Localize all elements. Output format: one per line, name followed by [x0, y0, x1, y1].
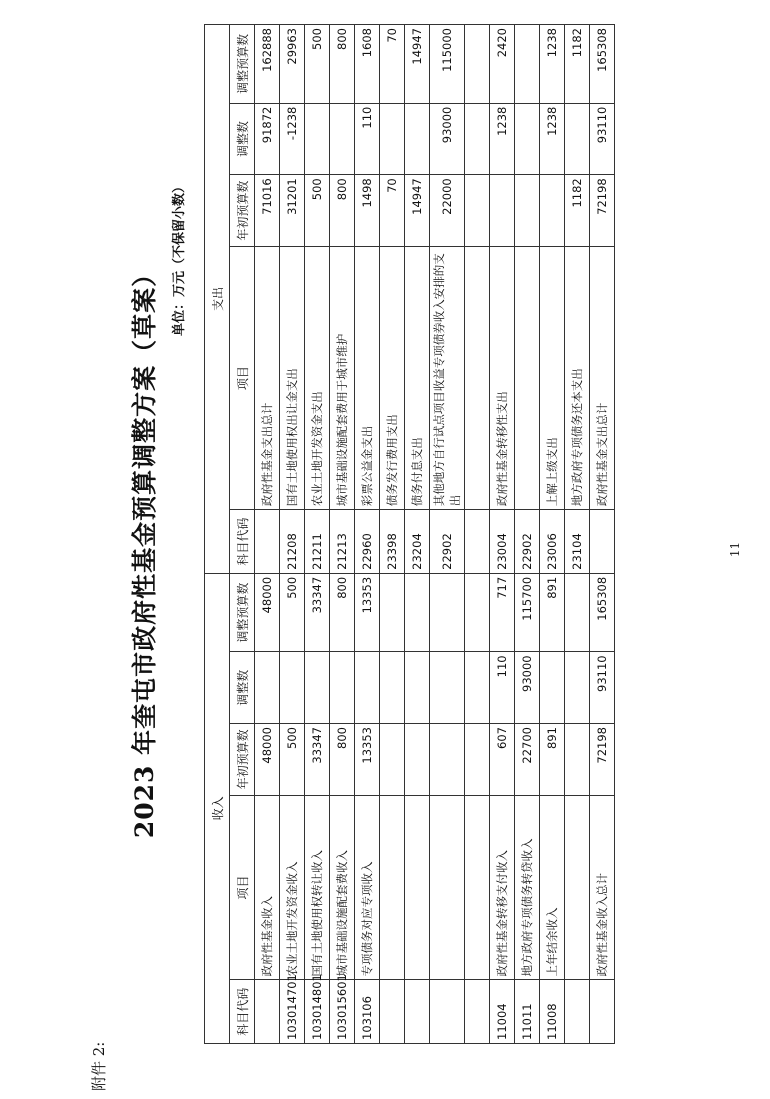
expense-adjust-cell	[465, 103, 490, 175]
income-adjusted-cell: 115700	[515, 573, 540, 652]
income-adjust-header: 调整数	[230, 652, 255, 724]
income-adjust-cell	[430, 652, 465, 724]
budget-table	[204, 24, 615, 1044]
expense-adjusted-cell: 70	[380, 25, 405, 104]
income-adjust-cell	[380, 652, 405, 724]
expense-code-cell: 22902	[430, 510, 465, 574]
expense-adjust-cell	[305, 103, 330, 175]
expense-code-cell	[465, 510, 490, 574]
income-adjusted-cell	[380, 573, 405, 652]
income-adjusted-cell	[405, 573, 430, 652]
expense-adjust-cell: 1238	[540, 103, 565, 175]
income-adjust-cell	[330, 652, 355, 724]
income-item-cell	[380, 795, 405, 980]
expense-code-cell: 23006	[540, 510, 565, 574]
income-initial-header: 年初预算数	[230, 724, 255, 796]
expense-code-cell: 23204	[405, 510, 430, 574]
income-code-cell: 11004	[490, 980, 515, 1044]
expense-code-cell: 21211	[305, 510, 330, 574]
expense-adjusted-cell: 1238	[540, 25, 565, 104]
attachment-label: 附件 2:	[90, 1041, 108, 1091]
table-row	[255, 25, 280, 1044]
income-item-cell: 国有土地使用权转让收入	[305, 795, 330, 980]
income-code-cell	[465, 980, 490, 1044]
income-initial-cell: 891	[540, 724, 565, 796]
table-row	[280, 25, 305, 1044]
income-initial-cell	[465, 724, 490, 796]
table-row	[515, 25, 540, 1044]
expense-adjust-cell: 110	[355, 103, 380, 175]
income-item-cell: 地方政府专项债务转贷收入	[515, 795, 540, 980]
expense-total-label: 政府性基金支出总计	[590, 246, 615, 509]
expense-item-cell: 城市基础设施配套费用于城市维护	[330, 246, 355, 509]
expense-code-header: 科目代码	[230, 510, 255, 574]
income-item-cell: 农业土地开发资金收入	[280, 795, 305, 980]
income-code-cell	[430, 980, 465, 1044]
expense-adjusted-cell: 115000	[430, 25, 465, 104]
income-adjusted-cell: 717	[490, 573, 515, 652]
expense-adjusted-header: 调整预算数	[230, 25, 255, 104]
expense-code-cell: 23004	[490, 510, 515, 574]
page-number: 11	[728, 541, 742, 558]
income-adjust-cell	[255, 652, 280, 724]
income-adjust-cell	[540, 652, 565, 724]
income-adjust-cell	[465, 652, 490, 724]
income-initial-cell: 500	[280, 724, 305, 796]
expense-total-adjust: 93110	[590, 103, 615, 175]
income-code-cell	[255, 980, 280, 1044]
income-section-header: 收入	[205, 573, 230, 1043]
income-initial-cell	[380, 724, 405, 796]
expense-adjusted-cell: 1608	[355, 25, 380, 104]
income-item-cell: 政府性基金转移支付收入	[490, 795, 515, 980]
income-code-cell: 103015601	[330, 980, 355, 1044]
expense-code-cell: 21208	[280, 510, 305, 574]
income-item-cell: 专项债务对应专项收入	[355, 795, 380, 980]
income-initial-cell	[565, 724, 590, 796]
expense-item-cell: 农业土地开发资金支出	[305, 246, 330, 509]
expense-code-cell: 22902	[515, 510, 540, 574]
expense-adjusted-cell	[465, 25, 490, 104]
income-adjusted-cell: 800	[330, 573, 355, 652]
income-code-cell	[565, 980, 590, 1044]
expense-adjusted-cell: 29963	[280, 25, 305, 104]
income-code-cell	[405, 980, 430, 1044]
table-row	[355, 25, 380, 1044]
expense-item-cell: 国有土地使用权出让金支出	[280, 246, 305, 509]
expense-item-cell: 债务付息支出	[405, 246, 430, 509]
expense-adjust-cell	[380, 103, 405, 175]
expense-initial-cell	[540, 175, 565, 247]
expense-total-initial: 72198	[590, 175, 615, 247]
table-row	[330, 25, 355, 1044]
expense-adjust-cell	[330, 103, 355, 175]
table-row	[305, 25, 330, 1044]
expense-initial-cell: 31201	[280, 175, 305, 247]
income-code-cell	[380, 980, 405, 1044]
expense-item-cell: 政府性基金转移性支出	[490, 246, 515, 509]
income-total-label: 政府性基金收入总计	[590, 795, 615, 980]
expense-code-cell: 21213	[330, 510, 355, 574]
expense-adjusted-cell	[515, 25, 540, 104]
income-item-cell: 上年结余收入	[540, 795, 565, 980]
expense-initial-cell: 14947	[405, 175, 430, 247]
expense-initial-cell: 800	[330, 175, 355, 247]
expense-adjust-cell: 93000	[430, 103, 465, 175]
income-adjust-cell: 93000	[515, 652, 540, 724]
table-row	[430, 25, 465, 1044]
income-initial-cell: 800	[330, 724, 355, 796]
table-row	[380, 25, 405, 1044]
income-item-cell	[430, 795, 465, 980]
income-initial-cell	[430, 724, 465, 796]
table-row	[565, 25, 590, 1044]
table-row	[540, 25, 565, 1044]
income-total-code	[590, 980, 615, 1044]
income-adjusted-cell	[430, 573, 465, 652]
income-adjusted-cell	[465, 573, 490, 652]
expense-item-cell: 其他地方自行试点项目收益专项债券收入安排的支出	[430, 246, 465, 509]
income-adjusted-cell	[565, 573, 590, 652]
expense-code-cell: 23398	[380, 510, 405, 574]
income-code-cell: 103014801	[305, 980, 330, 1044]
expense-code-cell: 22960	[355, 510, 380, 574]
expense-adjust-header: 调整数	[230, 103, 255, 175]
income-item-cell	[465, 795, 490, 980]
expense-initial-cell: 1498	[355, 175, 380, 247]
income-adjusted-cell: 13353	[355, 573, 380, 652]
income-initial-cell: 22700	[515, 724, 540, 796]
expense-adjusted-cell: 500	[305, 25, 330, 104]
expense-section-header: 支出	[205, 25, 230, 574]
expense-initial-cell: 70	[380, 175, 405, 247]
income-adjusted-cell: 33347	[305, 573, 330, 652]
income-total-adjusted: 165308	[590, 573, 615, 652]
income-item-cell: 政府性基金收入	[255, 795, 280, 980]
income-code-header: 科目代码	[230, 980, 255, 1044]
expense-total-code	[590, 510, 615, 574]
income-initial-cell: 607	[490, 724, 515, 796]
income-adjusted-header: 调整预算数	[230, 573, 255, 652]
income-item-cell: 城市基础设施配套费收入	[330, 795, 355, 980]
income-adjusted-cell: 500	[280, 573, 305, 652]
expense-adjust-cell	[405, 103, 430, 175]
income-total-initial: 72198	[590, 724, 615, 796]
expense-initial-cell: 500	[305, 175, 330, 247]
totals-row	[590, 25, 615, 1044]
income-item-header: 项目	[230, 795, 255, 980]
unit-label: 单位：万元（不保留小数）	[172, 180, 187, 337]
expense-initial-cell	[465, 175, 490, 247]
expense-item-cell: 地方政府专项债务还本支出	[565, 246, 590, 509]
expense-initial-header: 年初预算数	[230, 175, 255, 247]
table-row	[405, 25, 430, 1044]
income-total-adjust: 93110	[590, 652, 615, 724]
expense-initial-cell: 22000	[430, 175, 465, 247]
expense-adjust-cell: 1238	[490, 103, 515, 175]
expense-initial-cell	[515, 175, 540, 247]
income-initial-cell	[405, 724, 430, 796]
income-item-cell	[565, 795, 590, 980]
expense-adjusted-cell: 800	[330, 25, 355, 104]
expense-adjust-cell	[565, 103, 590, 175]
expense-item-cell: 债务发行费用支出	[380, 246, 405, 509]
expense-adjust-cell	[515, 103, 540, 175]
income-initial-cell: 33347	[305, 724, 330, 796]
income-adjusted-cell: 891	[540, 573, 565, 652]
income-adjust-cell	[565, 652, 590, 724]
expense-item-cell: 政府性基金支出总计	[255, 246, 280, 509]
expense-code-cell	[255, 510, 280, 574]
expense-item-header: 项目	[230, 246, 255, 509]
expense-initial-cell: 71016	[255, 175, 280, 247]
income-code-cell: 11008	[540, 980, 565, 1044]
expense-adjusted-cell: 162888	[255, 25, 280, 104]
expense-initial-cell: 1182	[565, 175, 590, 247]
page-title: 2023 年奎屯市政府性基金预算调整方案（草案）	[130, 260, 159, 839]
expense-item-cell	[465, 246, 490, 509]
income-adjust-cell	[405, 652, 430, 724]
expense-adjust-cell: -1238	[280, 103, 305, 175]
expense-total-adjusted: 165308	[590, 25, 615, 104]
expense-item-cell: 上解上级支出	[540, 246, 565, 509]
income-adjust-cell	[355, 652, 380, 724]
income-code-cell: 103106	[355, 980, 380, 1044]
income-code-cell: 103014701	[280, 980, 305, 1044]
income-adjust-cell: 110	[490, 652, 515, 724]
expense-item-cell: 彩票公益金支出	[355, 246, 380, 509]
expense-adjusted-cell: 14947	[405, 25, 430, 104]
expense-item-cell	[515, 246, 540, 509]
income-adjusted-cell: 48000	[255, 573, 280, 652]
expense-code-cell: 23104	[565, 510, 590, 574]
budget-table-body	[255, 25, 590, 1044]
income-code-cell: 11011	[515, 980, 540, 1044]
income-adjust-cell	[280, 652, 305, 724]
expense-initial-cell	[490, 175, 515, 247]
expense-adjusted-cell: 1182	[565, 25, 590, 104]
income-adjust-cell	[305, 652, 330, 724]
expense-adjust-cell: 91872	[255, 103, 280, 175]
income-item-cell	[405, 795, 430, 980]
table-row	[490, 25, 515, 1044]
expense-adjusted-cell: 2420	[490, 25, 515, 104]
table-row	[465, 25, 490, 1044]
income-initial-cell: 13353	[355, 724, 380, 796]
income-initial-cell: 48000	[255, 724, 280, 796]
